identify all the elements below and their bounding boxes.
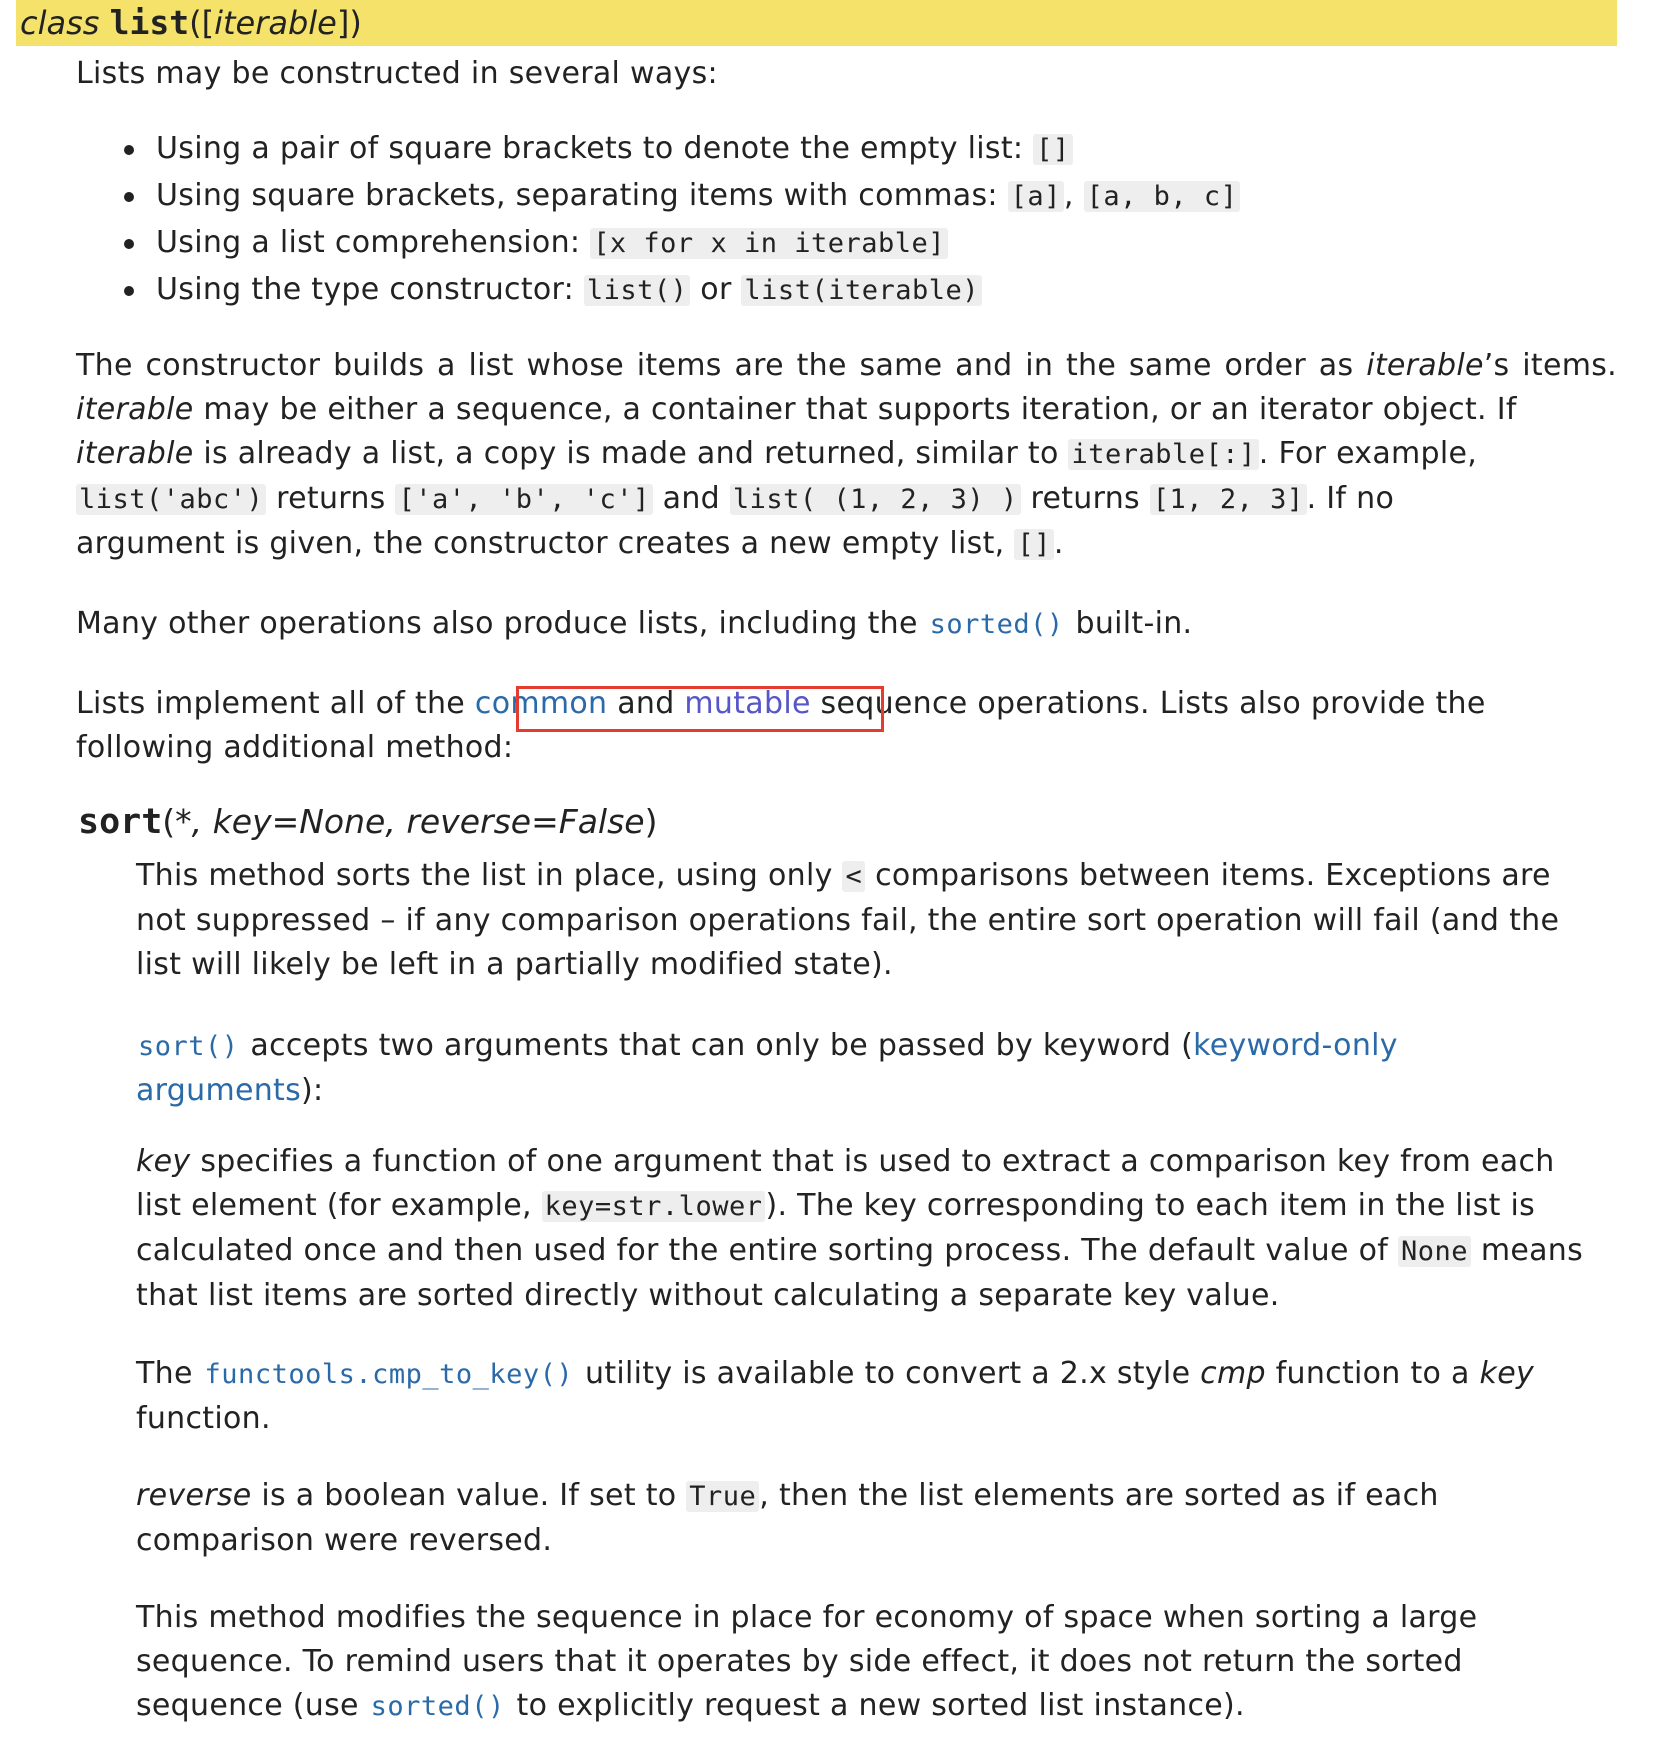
sig-open: ( (162, 802, 176, 841)
inline-code: list( (1, 2, 3) ) (730, 484, 1021, 515)
inline-code: [x for x in iterable] (590, 228, 948, 259)
reverse-paragraph (136, 1474, 1617, 1563)
text: ). The key corresponding to each item in the list is (765, 1188, 1536, 1223)
text-italic: iterable (76, 392, 194, 427)
inline-code: [1, 2, 3] (1150, 484, 1307, 515)
other-ops-paragraph (76, 602, 1617, 647)
sort-description (136, 854, 1617, 987)
text: following additional method: (76, 730, 514, 765)
key-paragraph (136, 1140, 1617, 1318)
inline-code: [] (1014, 529, 1054, 560)
text: function. (136, 1401, 271, 1436)
text: Many other operations also produce lists, including the (76, 606, 928, 641)
sorted-link[interactable]: sorted() (370, 1691, 505, 1722)
inline-code: [] (1033, 134, 1073, 165)
modifies-paragraph (136, 1596, 1617, 1729)
text: sequence (use (136, 1688, 369, 1723)
inline-code: list() (584, 275, 691, 306)
para-line (76, 602, 1617, 647)
sig-params: *, key=None, reverse=False (175, 802, 645, 841)
text: Lists implement all of the (76, 686, 475, 721)
text-italic: iterable (1366, 348, 1484, 383)
keyword-only-link[interactable]: arguments (136, 1073, 302, 1108)
text: sequence operations. Lists also provide the (810, 686, 1486, 721)
inline-code: list(iterable) (741, 275, 982, 306)
keyword-only-link[interactable]: keyword-only (1193, 1028, 1398, 1063)
text: returns (1020, 481, 1150, 516)
intro-label: Lists may be constructed in several ways: (76, 56, 718, 91)
text: returns (266, 481, 396, 516)
sort-link[interactable]: sort() (138, 1031, 239, 1062)
para-line (136, 1069, 1617, 1113)
method-name: sort (78, 802, 163, 842)
text: means (1470, 1233, 1584, 1268)
text: comparisons between items. Exceptions are (865, 858, 1551, 893)
inline-code: True (686, 1481, 759, 1512)
text: is a boolean value. If set to (251, 1478, 687, 1513)
text: . (1053, 526, 1064, 561)
para-line (136, 1140, 1617, 1184)
inline-code: [a] (1008, 181, 1064, 212)
functools-paragraph (136, 1352, 1617, 1441)
para-line (136, 899, 1617, 943)
para-line (136, 1474, 1617, 1519)
text: is already a list, a copy is made and returned, similar to (193, 436, 1069, 471)
para-line (136, 1024, 1617, 1069)
para-line (136, 943, 1617, 987)
text: ’s items. (1483, 348, 1617, 383)
text: sequence. To remind users that it operates by side effect, it does not return the sorted (136, 1644, 1463, 1679)
text: argument is given, the constructor creates a new empty list, (76, 526, 1015, 561)
bullet-sep: , (1063, 178, 1084, 213)
text: function to a (1265, 1356, 1480, 1391)
text-italic: reverse (136, 1478, 252, 1513)
text: calculated once and then used for the entire sorting process. The default value of (136, 1233, 1398, 1268)
para-line (76, 477, 1617, 522)
text: specifies a function of one argument that is used to extract a comparison key from each (190, 1144, 1555, 1179)
para-line (76, 522, 1617, 567)
signature-close: ]) (336, 4, 362, 42)
text: list will likely be left in a partially modified state). (136, 947, 893, 982)
para-line (136, 1274, 1617, 1318)
text: The constructor builds a list whose items are the same and in the same order as (76, 348, 1367, 383)
para-line (136, 1184, 1617, 1229)
bullet-text: Using the type constructor: (156, 272, 584, 307)
inline-code: ['a', 'b', 'c'] (395, 484, 652, 515)
sorted-link[interactable]: sorted() (929, 609, 1064, 640)
text: that list items are sorted directly without calculating a separate key value. (136, 1278, 1280, 1313)
text: utility is available to convert a 2.x style (575, 1356, 1201, 1391)
para-line (136, 1229, 1617, 1274)
text: list element (for example, (136, 1188, 542, 1223)
para-line (136, 1640, 1617, 1684)
inline-code: None (1398, 1236, 1471, 1267)
list-item (76, 173, 1476, 220)
bullet-sep: or (690, 272, 742, 307)
text: and (652, 481, 730, 516)
list-item (76, 220, 1476, 267)
text: ): (301, 1073, 324, 1108)
inline-code: list('abc') (76, 484, 266, 515)
text-italic: key (1479, 1356, 1535, 1391)
text: This method modifies the sequence in place for economy of space when sorting a large (136, 1600, 1478, 1635)
sort-args-paragraph (136, 1024, 1617, 1113)
class-signature (20, 4, 362, 42)
inline-code: iterable[:] (1068, 439, 1258, 470)
text: . For example, (1258, 436, 1478, 471)
para-line (76, 344, 1617, 388)
class-signature-bar (16, 0, 1617, 46)
para-line (76, 726, 1617, 770)
para-line (136, 854, 1617, 899)
para-line (136, 1596, 1617, 1640)
bullet-text: Using a pair of square brackets to denote the empty list: (156, 131, 1034, 166)
highlight-box (516, 686, 884, 732)
para-line (76, 432, 1617, 477)
bullet-icon (124, 239, 134, 249)
bullet-icon (124, 286, 134, 296)
para-line (136, 1397, 1617, 1441)
text: and (607, 686, 685, 721)
text: may be either a sequence, a container that supports iteration, or an iterator object. If (193, 392, 1517, 427)
construction-list (76, 126, 1476, 314)
signature-open: ([ (189, 4, 215, 42)
inline-code: < (842, 861, 865, 892)
bullet-icon (124, 192, 134, 202)
class-name: list (109, 3, 190, 42)
para-line (76, 388, 1617, 432)
text: built-in. (1065, 606, 1193, 641)
mutable-link[interactable]: mutable (684, 686, 811, 721)
para-line (136, 1684, 1617, 1729)
sort-signature (78, 800, 657, 844)
text: This method sorts the list in place, using only (136, 858, 843, 893)
list-item (76, 126, 1476, 173)
signature-param: iterable (214, 4, 337, 42)
text: to explicitly request a new sorted list instance). (506, 1688, 1245, 1723)
intro-text (76, 52, 718, 96)
text: not suppressed – if any comparison operations fail, the entire sort operation will fail (and the (136, 903, 1560, 938)
text: accepts two arguments that can only be passed by keyword ( (240, 1028, 1194, 1063)
text-italic: key (136, 1144, 191, 1179)
para-line (136, 1519, 1617, 1563)
text-italic: iterable (76, 436, 194, 471)
class-keyword: class (20, 4, 100, 42)
text: comparison were reversed. (136, 1523, 553, 1558)
para-line (136, 1352, 1617, 1397)
bullet-icon (124, 145, 134, 155)
inline-code: [a, b, c] (1084, 181, 1241, 212)
constructor-paragraph (76, 344, 1617, 567)
common-link[interactable]: common (474, 686, 608, 721)
text: , then the list elements are sorted as if each (759, 1478, 1439, 1513)
text: The (136, 1356, 203, 1391)
inline-code: key=str.lower (542, 1191, 766, 1222)
list-item (76, 267, 1476, 314)
text: . If no (1306, 481, 1395, 516)
sig-close: ) (644, 802, 658, 841)
bullet-text: Using a list comprehension: (156, 225, 591, 260)
cmp-to-key-link[interactable]: functools.cmp_to_key() (204, 1359, 574, 1390)
bullet-text: Using square brackets, separating items with commas: (156, 178, 1008, 213)
text-italic: cmp (1200, 1356, 1266, 1391)
